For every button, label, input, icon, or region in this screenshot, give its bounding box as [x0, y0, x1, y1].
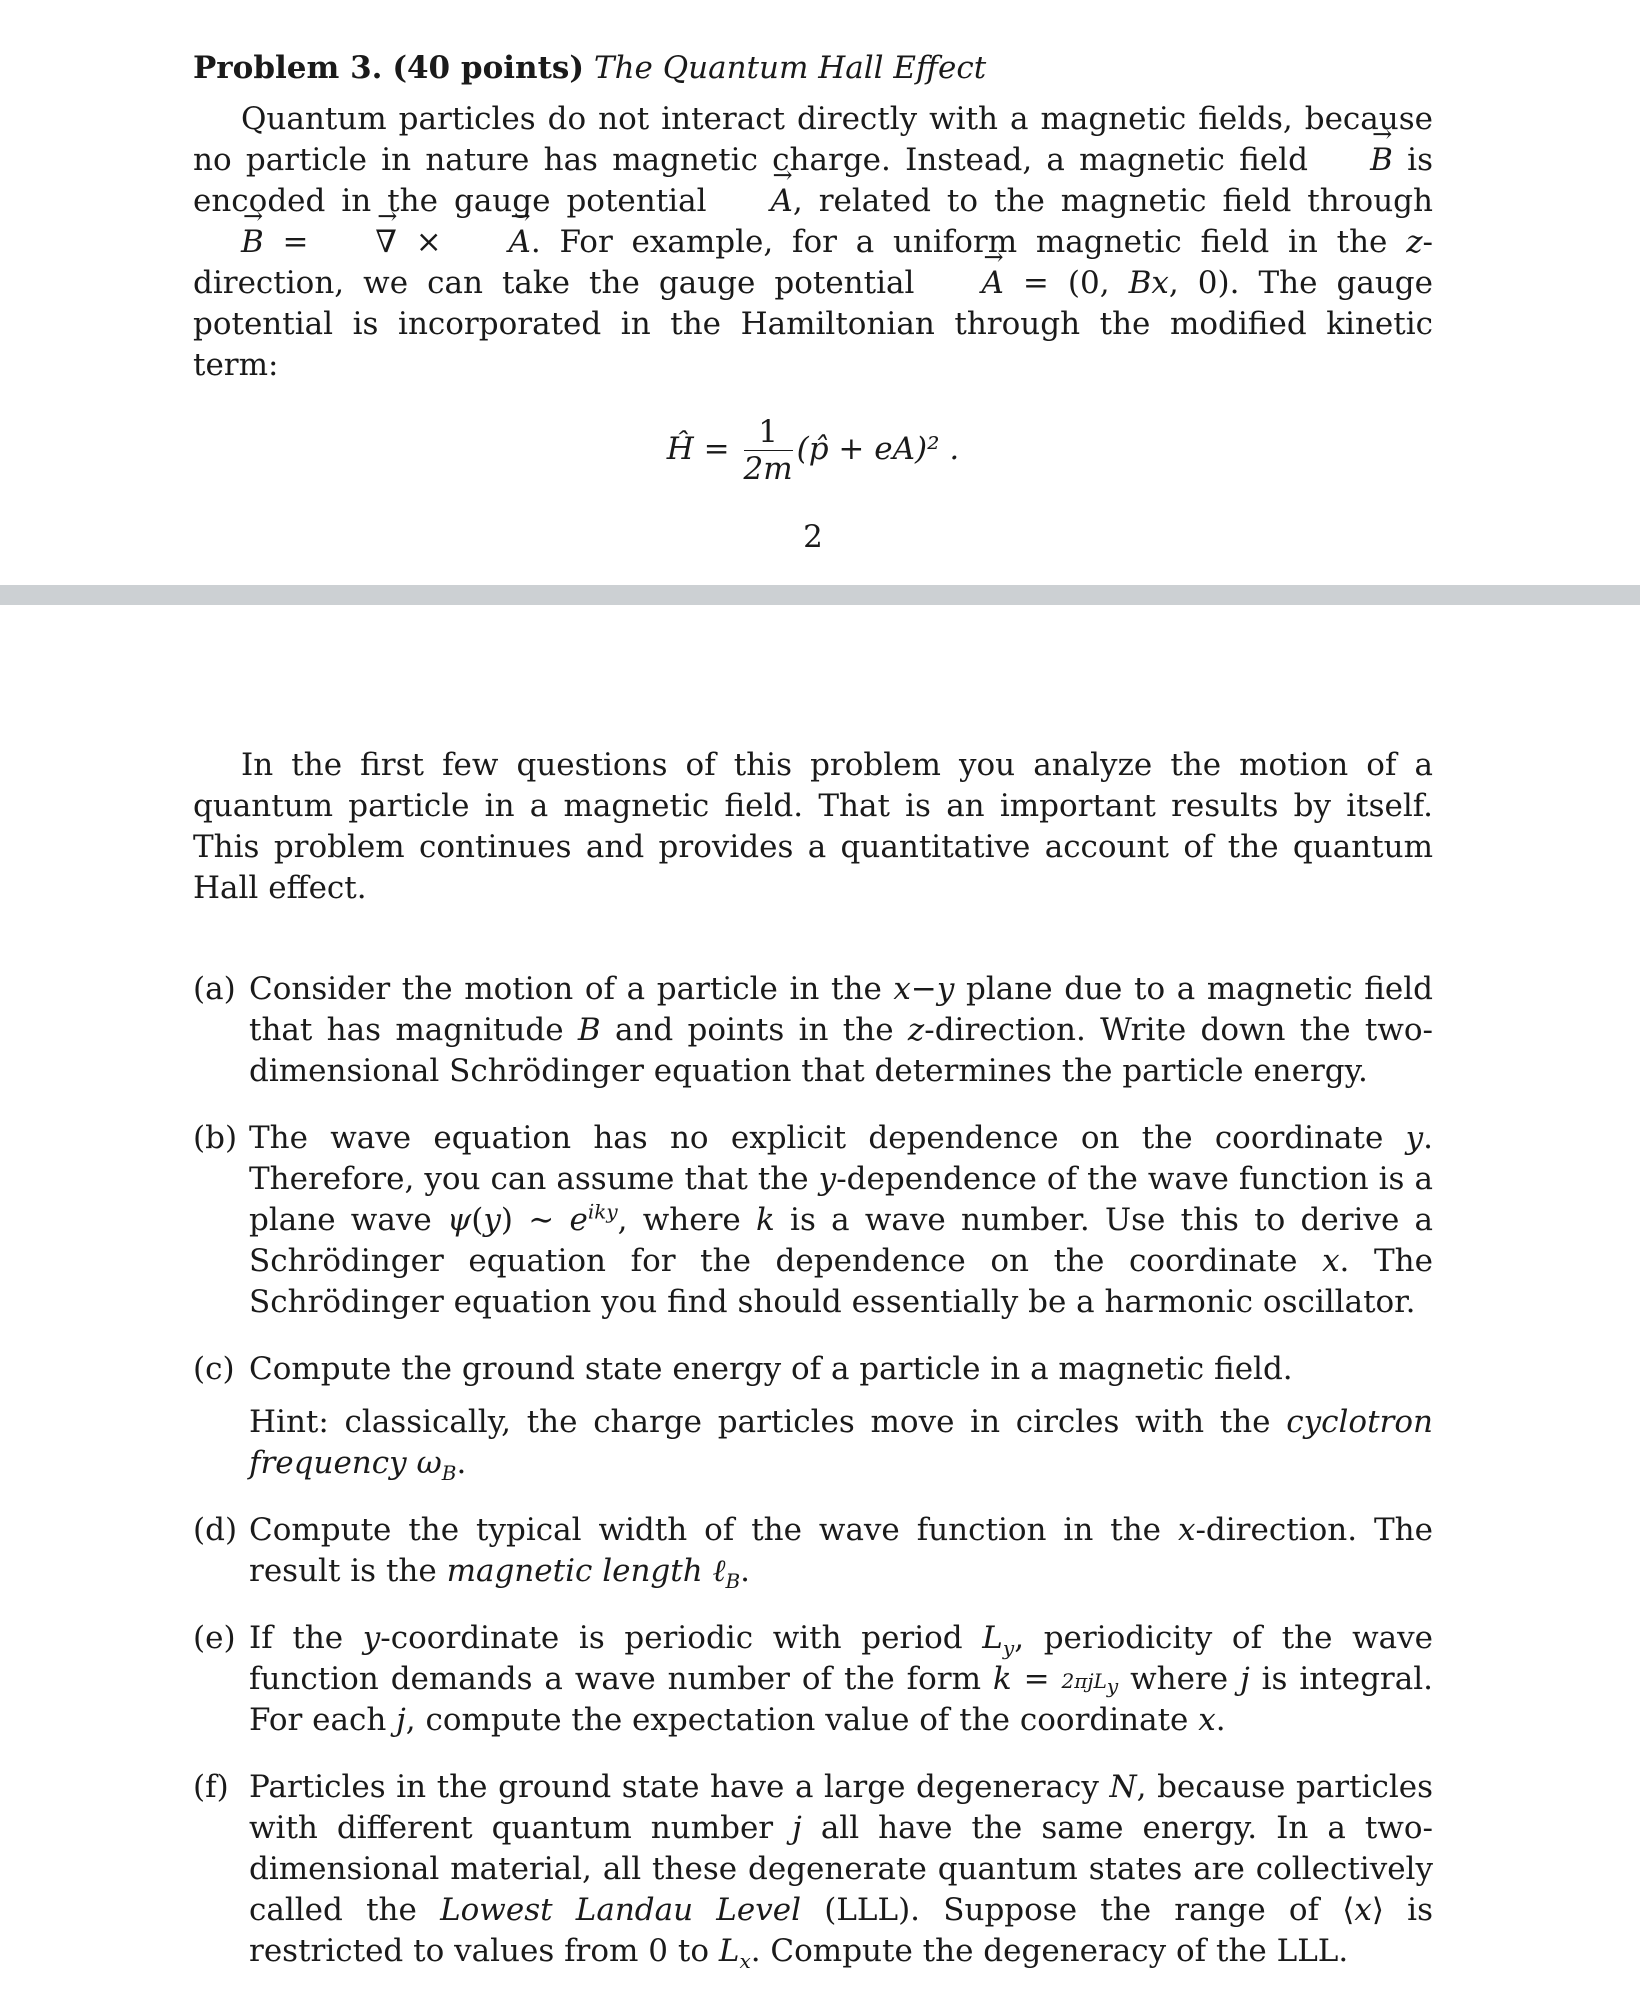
- hamiltonian-equation: [193, 414, 1433, 487]
- page-number: 2: [803, 519, 823, 555]
- page-2-content: [193, 745, 1433, 1998]
- question-c-text: Compute the ground state energy of a particle in a magnetic field.: [249, 1351, 1293, 1387]
- fraction-numerator: 1: [744, 414, 793, 451]
- question-b-text: The wave equation has no explicit dependence on the coordinate y. Therefore, you can assume that the y-dependence of the wave function is a plane wave ψ(y) ∼ $e^{iky}$, where k is a wave number. Use this to derive a Schrödinger equation for the dependence on the coordinate x. The Schrödinger equation you find should essentially be a harmonic oscillator.: [249, 1120, 1434, 1320]
- hamiltonian-rhs: (p̂ + eA)² .: [796, 431, 960, 467]
- question-a-text: Consider the motion of a particle in the x−y plane due to a magnetic field that has magnitude B and points in the z-direction. Write down the two-dimensional Schrödinger equation that determines the particle energy.: [249, 971, 1434, 1089]
- intro-paragraph: In the first few questions of this problem you analyze the motion of a quantum particle in a magnetic field. That is an important results by itself. This problem continues and provides a quantitative account of the quantum Hall effect.: [193, 747, 1433, 906]
- problem-heading: [193, 48, 1433, 89]
- question-a: [193, 969, 1433, 1092]
- hamiltonian-lhs: Ĥ: [666, 431, 694, 467]
- question-a-label: (a): [193, 971, 236, 1007]
- question-e-text: If the y-coordinate is periodic with period $L_y$, periodicity of the wave function demands a wave number of the form k = 2πjL$_y$ where j is integral. For each j, compute the expectation value of the coordinate x.: [249, 1620, 1433, 1738]
- question-d-text: Compute the typical width of the wave function in the x-direction. The result is the magnetic length ℓ$_B$.: [249, 1512, 1433, 1594]
- problem-points: (40 points): [392, 50, 585, 86]
- problem-paragraph: Quantum particles do not interact directly with a magnetic fields, because no particle in nature has magnetic charge. Instead, a magnetic field → B is encoded in the gauge potential → A, related to the magnetic field through → B = → ∇ × → A. For example, for a uniform magnetic field in the z-direction, we can take the gauge potential → A = (0, Bx, 0). The gauge potential is incorporated in the Hamiltonian through the modified kinetic term:: [193, 99, 1433, 386]
- question-e-label: (e): [193, 1620, 236, 1656]
- page-2: [0, 605, 1640, 1974]
- question-d: [193, 1510, 1433, 1592]
- equation-fraction: [744, 414, 793, 487]
- question-c-label: (c): [193, 1351, 235, 1387]
- fraction-denominator: 2m: [743, 451, 793, 487]
- page-1: [0, 0, 1640, 585]
- question-c: [193, 1349, 1433, 1484]
- question-d-label: (d): [193, 1512, 238, 1548]
- question-f-label: (f): [193, 1769, 229, 1805]
- equation-equals: =: [703, 431, 730, 467]
- question-f: [193, 1767, 1433, 1972]
- question-b: [193, 1118, 1433, 1323]
- question-list: [193, 969, 1433, 1972]
- question-e: [193, 1618, 1433, 1741]
- question-c-hint: Hint: classically, the charge particles move in circles with the cyclotron frequency $\omega_B$.: [249, 1404, 1433, 1486]
- question-b-label: (b): [193, 1120, 238, 1156]
- page-1-content: [193, 48, 1433, 558]
- problem-title: The Quantum Hall Effect: [593, 50, 987, 86]
- question-f-text: Particles in the ground state have a large degeneracy N, because particles with different quantum number j all have the same energy. In a two-dimensional material, all these degenerate quantum states are collectively called the Lowest Landau Level (LLL). Suppose the range of ⟨x⟩ is restricted to values from 0 to $L_x$. Compute the degeneracy of the LLL.: [249, 1769, 1433, 1974]
- problem-label: Problem 3.: [193, 50, 383, 86]
- page-separator: [0, 585, 1640, 605]
